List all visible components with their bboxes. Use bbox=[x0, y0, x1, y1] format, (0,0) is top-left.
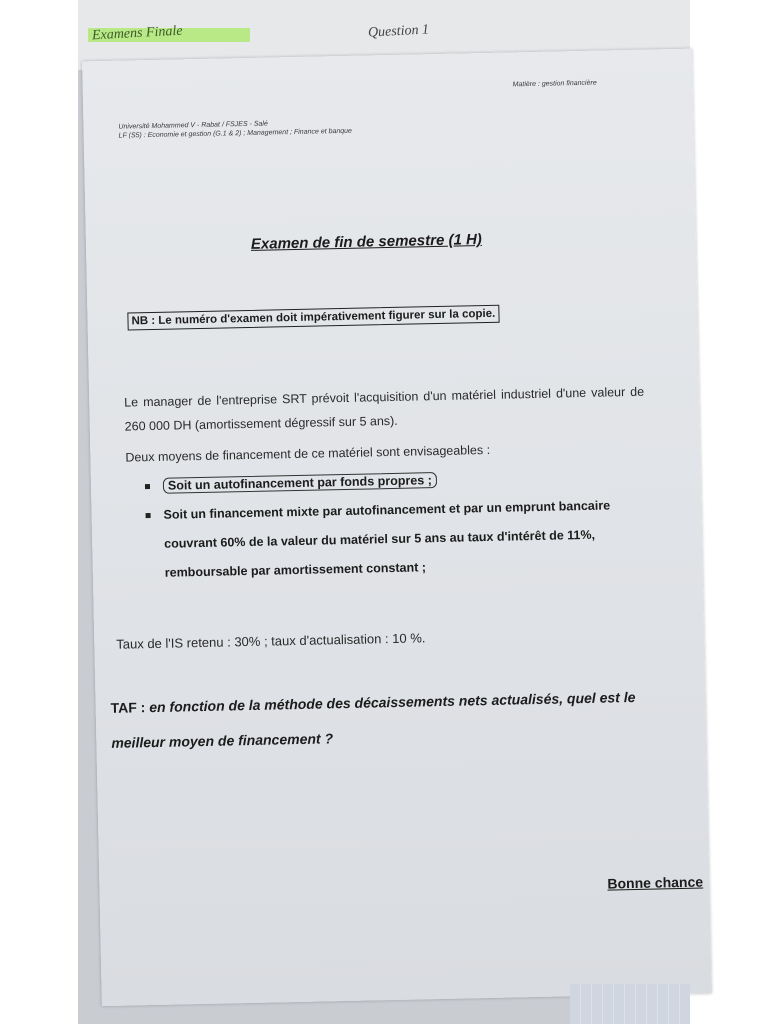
taf-question bbox=[110, 679, 686, 761]
option-text: Soit un financement mixte par autofinancement et par un emprunt bancaire couvrant 60% de la valeur du matériel sur 5 ans au taux d'intérêt de 11%, remboursable par amortissement constant ; bbox=[163, 498, 611, 580]
handwritten-note-left: Examens Finale bbox=[91, 23, 183, 44]
financing-options-list bbox=[141, 462, 653, 589]
list-item bbox=[141, 491, 653, 589]
left-margin bbox=[0, 0, 78, 1024]
problem-statement: Le manager de l'entreprise SRT prévoit l'acquisition d'un matériel industriel d'une valeur de 260 000 DH (amortissement dégressif sur 5 ans). bbox=[124, 384, 645, 434]
taf-text: en fonction de la méthode des décaissements nets actualisés, quel est le meilleur moyen de financement ? bbox=[111, 688, 636, 751]
taf-label: TAF : bbox=[110, 699, 146, 716]
exam-sheet bbox=[82, 49, 712, 1007]
bullet-icon bbox=[146, 513, 151, 518]
nb-notice-box: NB : Le numéro d'examen doit impérativement figurer sur la copie. bbox=[127, 305, 499, 331]
handwritten-note-right: Question 1 bbox=[367, 22, 430, 41]
university-header bbox=[118, 116, 448, 141]
bullet-icon bbox=[145, 484, 150, 489]
financing-intro: Deux moyens de financement de ce matériel sont envisageables : bbox=[125, 442, 491, 465]
matiere-label: Matière : gestion financière bbox=[512, 79, 597, 89]
option-text: Soit un autofinancement par fonds propres ; bbox=[163, 472, 437, 494]
exam-title: Examen de fin de semestre (1 H) bbox=[250, 231, 482, 253]
tax-rate-line: Taux de l'IS retenu : 30% ; taux d'actualisation : 10 %. bbox=[116, 630, 426, 652]
grid-paper-corner bbox=[570, 984, 690, 1024]
program-line: LF (S5) : Economie et gestion (G.1 & 2) ; Management ; Finance et banque bbox=[118, 127, 353, 140]
university-line: Université Mohammed V - Rabat / FSJES - Salé bbox=[118, 120, 268, 131]
closing-text: Bonne chance bbox=[607, 873, 704, 892]
photo-of-exam bbox=[78, 0, 704, 1024]
